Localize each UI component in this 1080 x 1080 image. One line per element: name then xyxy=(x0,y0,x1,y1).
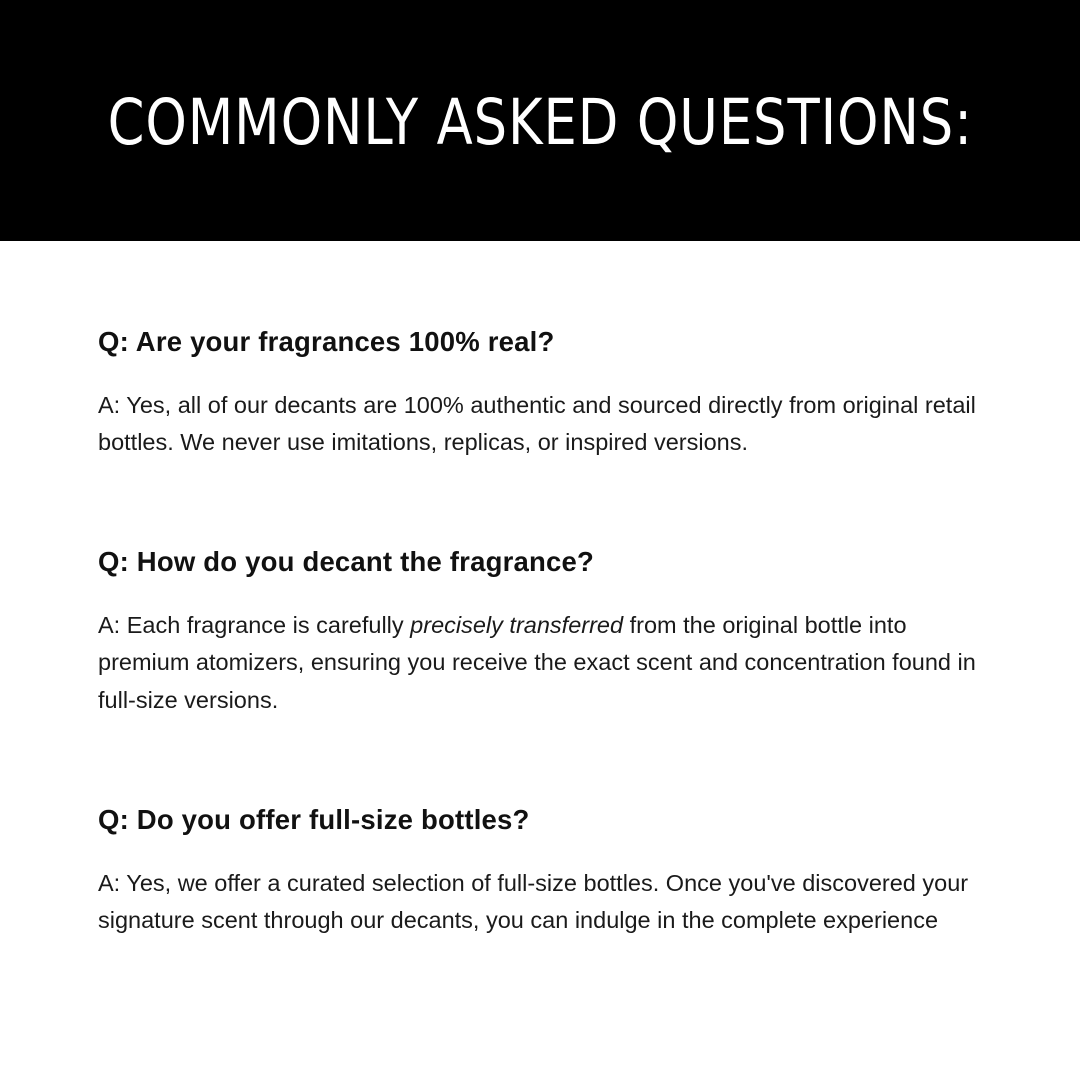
faq-answer xyxy=(98,387,982,461)
faq-question: Q: Are your fragrances 100% real? xyxy=(98,326,555,357)
page-title: COMMONLY ASKED QUESTIONS: xyxy=(107,86,973,159)
faq-answer-emphasis: precisely transferred xyxy=(410,612,624,639)
faq-list xyxy=(0,241,1080,939)
faq-question: Q: How do you decant the fragrance? xyxy=(98,546,594,578)
faq-question: Q: Do you offer full-size bottles? xyxy=(98,803,530,835)
header-banner xyxy=(0,0,1080,241)
faq-answer-text: A: Yes, all of our decants are 100% authentic and sourced directly from original retail bottles. We never use imitations, replicas, or inspired versions. xyxy=(98,392,976,456)
faq-answer xyxy=(98,865,982,939)
faq-answer-text: A: Yes, we offer a curated selection of full-size bottles. Once you've discovered your signature scent through our decants, you can indulge in the complete experience xyxy=(98,869,969,933)
faq-item xyxy=(98,241,982,461)
faq-answer xyxy=(98,607,982,718)
faq-item xyxy=(98,719,982,939)
faq-answer-text: A: Each fragrance is carefully xyxy=(98,612,411,639)
faq-item xyxy=(98,461,982,718)
faq-answer-text-cont: from the original bottle into premium atomizers, ensuring you receive the exact scent and concentration found in full-size versions. xyxy=(98,612,976,713)
